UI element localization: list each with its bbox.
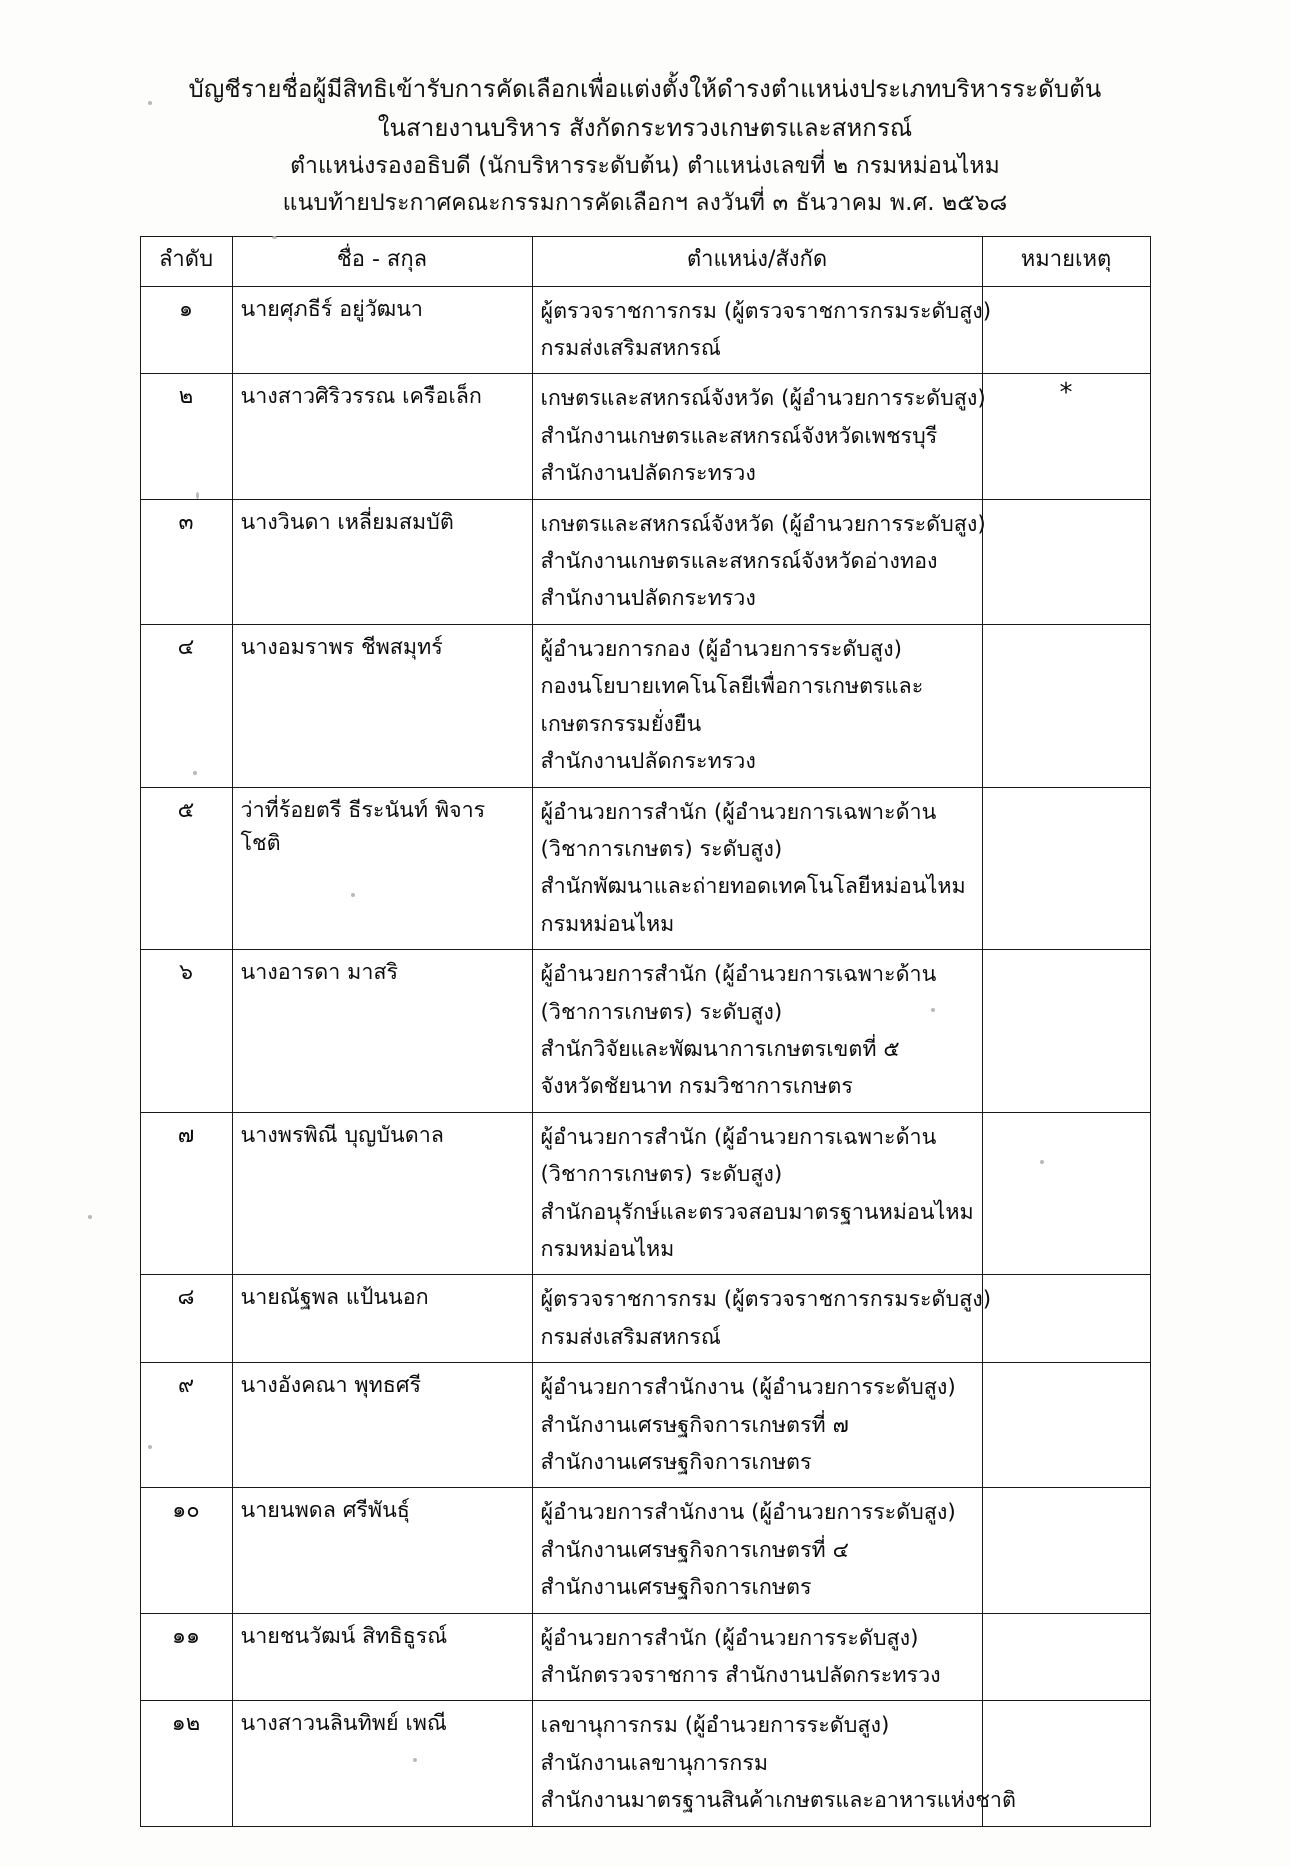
position-line: (วิชาการเกษตร) ระดับสูง) <box>540 999 783 1025</box>
position-line: (วิชาการเกษตร) ระดับสูง) <box>540 836 783 862</box>
cell-position-affiliation <box>532 1488 982 1613</box>
cell-order-number: ๑๒ <box>140 1701 232 1826</box>
cell-note <box>982 1613 1150 1701</box>
cell-note <box>982 950 1150 1113</box>
candidate-roster-table <box>140 236 1151 1826</box>
column-header-name: ชื่อ - สกุล <box>232 237 532 286</box>
cell-candidate-name: นางสาวนลินทิพย์ เพณี <box>232 1701 532 1826</box>
position-line: ผู้ตรวจราชการกรม (ผู้ตรวจราชการกรมระดับสูง) <box>540 298 992 324</box>
table-row <box>140 286 1150 374</box>
position-line: สำนักอนุรักษ์และตรวจสอบมาตรฐานหม่อนไหม <box>540 1199 974 1225</box>
cell-note <box>982 286 1150 374</box>
cell-note <box>982 1488 1150 1613</box>
cell-note <box>982 787 1150 950</box>
cell-candidate-name: นางอมราพร ชีพสมุทร์ <box>232 624 532 787</box>
cell-position-affiliation <box>532 1112 982 1275</box>
position-line: กองนโยบายเทคโนโลยีเพื่อการเกษตรและ <box>540 674 924 700</box>
cell-note <box>982 1275 1150 1363</box>
table-row <box>140 950 1150 1113</box>
position-line: ผู้อำนวยการกอง (ผู้อำนวยการระดับสูง) <box>540 636 903 662</box>
position-line: กรมส่งเสริมสหกรณ์ <box>540 336 721 362</box>
header-line-announcement-date: แนบท้ายประกาศคณะกรรมการคัดเลือกฯ ลงวันที่ ๓ ธันวาคม พ.ศ. ๒๕๖๘ <box>282 190 1008 216</box>
cell-candidate-name: นางสาวศิริวรรณ เครือเล็ก <box>232 374 532 499</box>
cell-order-number: ๕ <box>140 787 232 950</box>
table-row <box>140 1363 1150 1488</box>
position-line: ผู้อำนวยการสำนักงาน (ผู้อำนวยการระดับสูง) <box>540 1500 956 1526</box>
cell-note: * <box>982 374 1150 499</box>
cell-order-number: ๒ <box>140 374 232 499</box>
cell-position-affiliation <box>532 286 992 374</box>
position-line: สำนักงานเกษตรและสหกรณ์จังหวัดเพชรบุรี <box>540 423 938 449</box>
position-line: สำนักงานปลัดกระทรวง <box>540 461 756 487</box>
table-row <box>140 1275 1150 1363</box>
scan-speckle <box>148 101 152 105</box>
scan-speckle <box>88 1215 92 1219</box>
column-header-no: ลำดับ <box>140 237 232 286</box>
cell-note <box>982 1112 1150 1275</box>
position-line: (วิชาการเกษตร) ระดับสูง) <box>540 1162 783 1188</box>
position-line: เลขานุการกรม (ผู้อำนวยการระดับสูง) <box>540 1713 890 1739</box>
cell-candidate-name: นายนพดล ศรีพันธุ์ <box>232 1488 532 1613</box>
cell-order-number: ๑๑ <box>140 1613 232 1701</box>
table-row <box>140 1701 1150 1826</box>
cell-candidate-name: นางพรพิณี บุญบันดาล <box>232 1112 532 1275</box>
cell-note <box>982 624 1150 787</box>
position-line: กรมส่งเสริมสหกรณ์ <box>540 1324 721 1350</box>
table-header-row <box>140 237 1150 286</box>
cell-note <box>982 499 1150 624</box>
table-row <box>140 1488 1150 1613</box>
cell-order-number: ๙ <box>140 1363 232 1488</box>
cell-order-number: ๑ <box>140 286 232 374</box>
position-line: สำนักงานปลัดกระทรวง <box>540 749 756 775</box>
cell-position-affiliation <box>532 950 982 1113</box>
position-line: สำนักตรวจราชการ สำนักงานปลัดกระทรวง <box>540 1663 941 1689</box>
position-line: สำนักพัฒนาและถ่ายทอดเทคโนโลยีหม่อนไหม <box>540 874 966 900</box>
cell-order-number: ๔ <box>140 624 232 787</box>
table-row <box>140 1112 1150 1275</box>
cell-position-affiliation <box>532 374 986 499</box>
cell-position-affiliation <box>532 787 982 950</box>
cell-order-number: ๗ <box>140 1112 232 1275</box>
position-line: กรมหม่อนไหม <box>540 911 675 937</box>
position-line: สำนักงานเกษตรและสหกรณ์จังหวัดอ่างทอง <box>540 549 938 575</box>
position-line: เกษตรกรรมยั่งยืน <box>540 711 702 737</box>
header-line-ministry: ในสายงานบริหาร สังกัดกระทรวงเกษตรและสหกรณ์ <box>377 113 913 142</box>
table-header <box>140 237 1150 286</box>
cell-order-number: ๘ <box>140 1275 232 1363</box>
cell-candidate-name: นางอารดา มาสริ <box>232 950 532 1113</box>
position-line: สำนักงานเลขานุการกรม <box>540 1750 769 1776</box>
position-line: ผู้อำนวยการสำนัก (ผู้อำนวยการเฉพาะด้าน <box>540 962 937 988</box>
cell-order-number: ๓ <box>140 499 232 624</box>
table-row <box>140 624 1150 787</box>
position-line: สำนักวิจัยและพัฒนาการเกษตรเขตที่ ๕ <box>540 1036 900 1062</box>
cell-candidate-name: นายชนวัฒน์ สิทธิธูรณ์ <box>232 1613 532 1701</box>
cell-position-affiliation <box>532 624 982 787</box>
position-line: ผู้อำนวยการสำนัก (ผู้อำนวยการระดับสูง) <box>540 1625 919 1651</box>
position-line: สำนักงานเศรษฐกิจการเกษตร <box>540 1450 812 1476</box>
cell-position-affiliation <box>532 1275 992 1363</box>
cell-position-affiliation <box>532 1613 982 1701</box>
cell-candidate-name: นายณัฐพล แป้นนอก <box>232 1275 532 1363</box>
table-row <box>140 374 1150 499</box>
cell-note <box>982 1363 1150 1488</box>
position-line: ผู้ตรวจราชการกรม (ผู้ตรวจราชการกรมระดับสูง) <box>540 1287 992 1313</box>
document-header <box>165 70 1125 222</box>
position-line: สำนักงานปลัดกระทรวง <box>540 586 756 612</box>
table-row <box>140 499 1150 624</box>
cell-position-affiliation <box>532 1701 1016 1826</box>
position-line: เกษตรและสหกรณ์จังหวัด (ผู้อำนวยการระดับสูง) <box>540 386 986 412</box>
position-line: สำนักงานมาตรฐานสินค้าเกษตรและอาหารแห่งชาติ <box>540 1788 1016 1814</box>
cell-position-affiliation <box>532 1363 982 1488</box>
cell-candidate-name: นายศุภธีร์ อยู่วัฒนา <box>232 286 532 374</box>
position-line: ผู้อำนวยการสำนักงาน (ผู้อำนวยการระดับสูง) <box>540 1375 956 1401</box>
cell-position-affiliation <box>532 499 986 624</box>
header-line-position: ตำแหน่งรองอธิบดี (นักบริหารระดับต้น) ตำแหน่งเลขที่ ๒ กรมหม่อนไหม <box>290 152 1000 179</box>
position-line: จังหวัดชัยนาท กรมวิชาการเกษตร <box>540 1074 853 1100</box>
table-row <box>140 787 1150 950</box>
position-line: สำนักงานเศรษฐกิจการเกษตรที่ ๔ <box>540 1537 849 1563</box>
position-line: เกษตรและสหกรณ์จังหวัด (ผู้อำนวยการระดับสูง) <box>540 511 986 537</box>
cell-order-number: ๖ <box>140 950 232 1113</box>
position-line: สำนักงานเศรษฐกิจการเกษตร <box>540 1575 812 1601</box>
column-header-note: หมายเหตุ <box>982 237 1150 286</box>
table-body <box>140 286 1150 1826</box>
position-line: ผู้อำนวยการสำนัก (ผู้อำนวยการเฉพาะด้าน <box>540 1124 937 1150</box>
position-line: กรมหม่อนไหม <box>540 1236 675 1262</box>
table-row <box>140 1613 1150 1701</box>
header-line-title: บัญชีรายชื่อผู้มีสิทธิเข้ารับการคัดเลือกเพื่อแต่งตั้งให้ดำรงตำแหน่งประเภทบริหารระดับต้น <box>188 75 1102 103</box>
cell-candidate-name: นางอังคณา พุทธศรี <box>232 1363 532 1488</box>
cell-candidate-name: ว่าที่ร้อยตรี ธีระนันท์ พิจารโชติ <box>232 787 532 950</box>
position-line: ผู้อำนวยการสำนัก (ผู้อำนวยการเฉพาะด้าน <box>540 799 937 825</box>
cell-candidate-name: นางวินดา เหลี่ยมสมบัติ <box>232 499 532 624</box>
column-header-position: ตำแหน่ง/สังกัด <box>532 237 982 286</box>
cell-order-number: ๑๐ <box>140 1488 232 1613</box>
position-line: สำนักงานเศรษฐกิจการเกษตรที่ ๗ <box>540 1412 849 1438</box>
